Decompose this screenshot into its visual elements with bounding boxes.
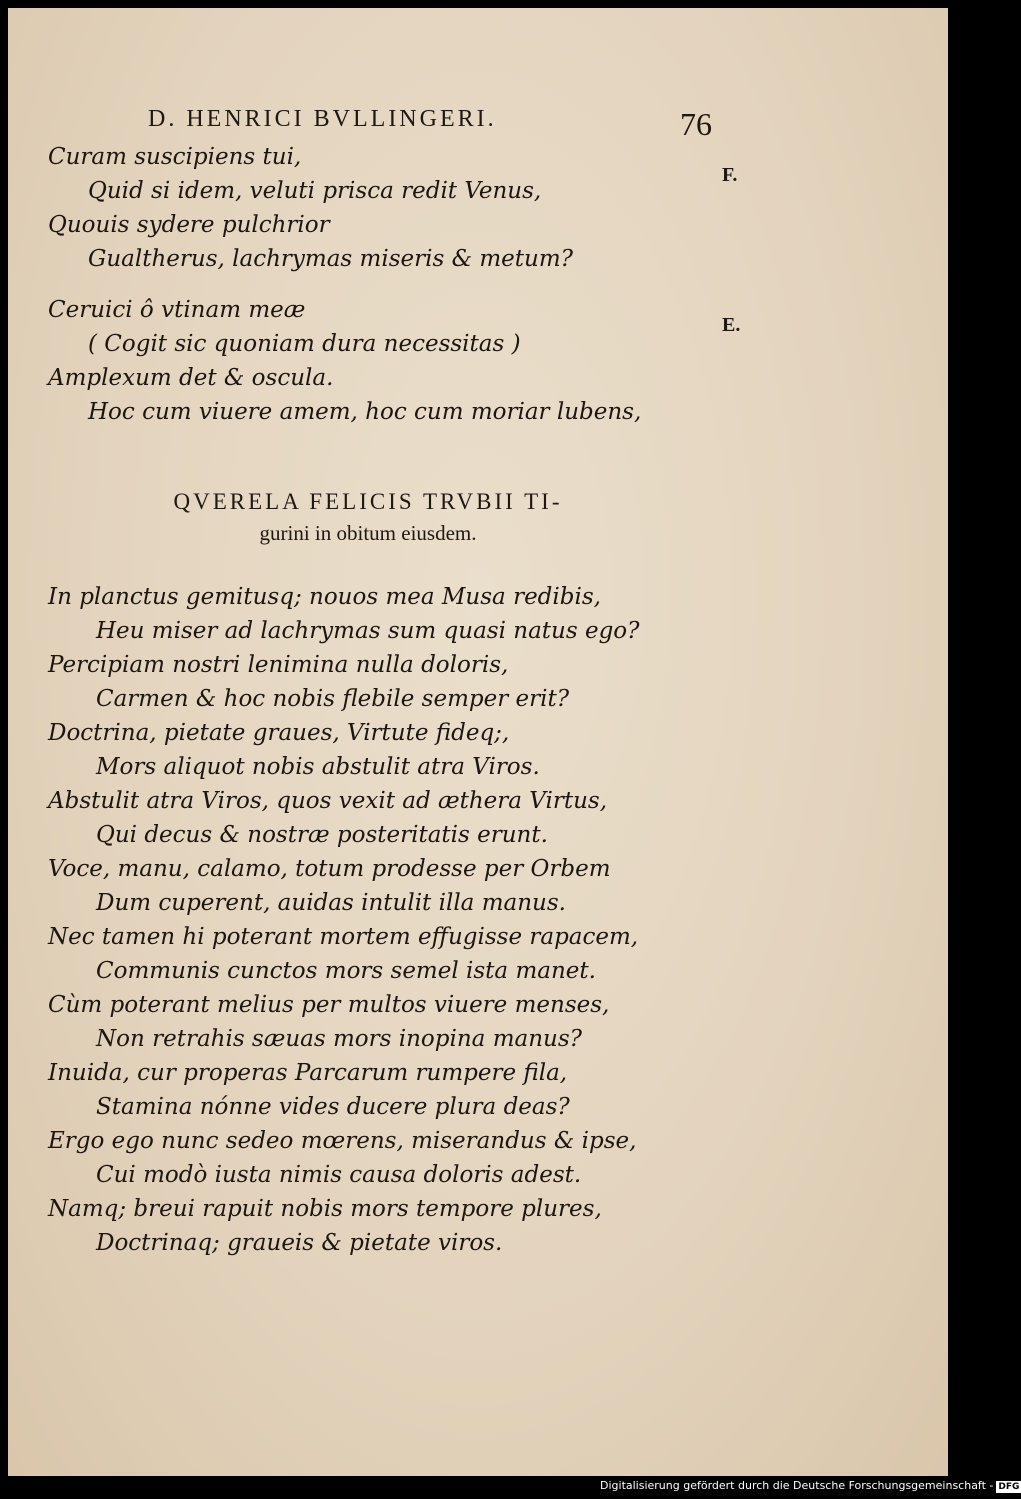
- marginal-f: F.: [722, 164, 738, 186]
- verse-line: In planctus gemitusq; nouos mea Musa redibis,: [48, 584, 601, 610]
- verse-line: Hoc cum viuere amem, hoc cum moriar lubens,: [88, 399, 642, 425]
- verse-line: Cùm poterant melius per multos viuere menses,: [48, 992, 610, 1018]
- verse-line: Stamina nónne vides ducere plura deas?: [96, 1094, 570, 1120]
- verse-line: Quouis sydere pulchrior: [48, 212, 330, 238]
- verse-line: Inuida, cur properas Parcarum rumpere fila,: [48, 1060, 568, 1086]
- digitization-credit: [600, 1479, 1020, 1495]
- page-number: 76: [680, 106, 712, 142]
- verse-line: Percipiam nostri lenimina nulla doloris,: [48, 652, 509, 678]
- verse-line: Mors aliquot nobis abstulit atra Viros.: [96, 754, 540, 780]
- verse-line: Voce, manu, calamo, totum prodesse per Orbem: [48, 856, 611, 882]
- stanza-1: [48, 140, 688, 276]
- verse-line: Curam suscipiens tui,: [48, 144, 302, 170]
- verse-line: Gualtherus, lachrymas miseris & metum?: [88, 246, 573, 272]
- verse-line: Nec tamen hi poterant mortem effugisse rapacem,: [48, 924, 639, 950]
- verse-line: Non retrahis sæuas mors inopina manus?: [96, 1026, 582, 1052]
- marginal-e: E.: [722, 314, 741, 336]
- verse-line: Ergo ego nunc sedeo mœrens, miserandus & ipse,: [48, 1128, 637, 1154]
- verse-line: Amplexum det & oscula.: [48, 365, 334, 391]
- verse-line: Qui decus & nostræ posteritatis erunt.: [96, 822, 548, 848]
- poem-title-line-1: QVERELA FELICIS TRVBII TI-: [173, 489, 563, 514]
- verse-line: Doctrina, pietate graues, Virtute fideq;,: [48, 720, 510, 746]
- verse-line: Namq; breui rapuit nobis mors tempore plures,: [48, 1196, 602, 1222]
- verse-line: Quid si idem, veluti prisca redit Venus,: [88, 178, 542, 204]
- dfg-logo: DFG: [998, 1482, 1020, 1492]
- verse-line: Communis cunctos mors semel ista manet.: [96, 958, 596, 984]
- verse-line: Ceruici ô vtinam meæ: [48, 297, 306, 323]
- running-title: D. HENRICI BVLLINGERI.: [148, 106, 497, 132]
- stanza-2: [48, 293, 688, 429]
- verse-line: Heu miser ad lachrymas sum quasi natus ego?: [96, 618, 640, 644]
- book-page: [8, 8, 948, 1476]
- poem-title-line-2: gurini in obitum eiusdem.: [259, 521, 477, 545]
- verse-line: Cui modò iusta nimis causa doloris adest.: [96, 1162, 582, 1188]
- verse-line: Doctrinaq; graueis & pietate viros.: [96, 1230, 503, 1256]
- verse-line: Carmen & hoc nobis flebile semper erit?: [96, 686, 570, 712]
- verse-line: Abstulit atra Viros, quos vexit ad æthera Virtus,: [48, 788, 608, 814]
- verse-line: ( Cogit sic quoniam dura necessitas ): [88, 331, 521, 357]
- elegy-poem: [48, 580, 688, 1260]
- verse-line: Dum cuperent, auidas intulit illa manus.: [96, 890, 566, 916]
- poem-title: [68, 486, 668, 548]
- credit-text: Digitalisierung gefördert durch die Deutsche Forschungsgemeinschaft -: [600, 1479, 994, 1492]
